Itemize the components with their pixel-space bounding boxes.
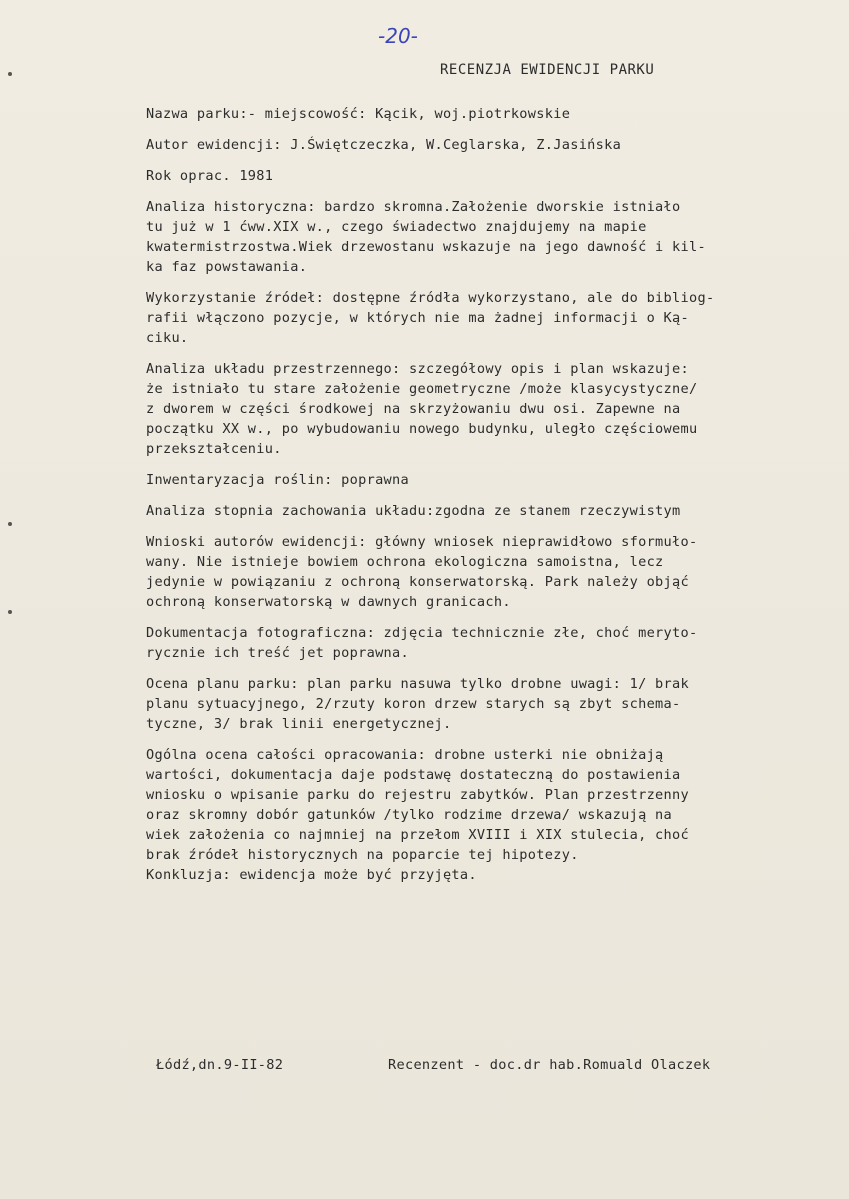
text-line: Analiza układu przestrzennego: szczegółowy opis i plan wskazuje: — [146, 361, 689, 377]
review-paragraph — [146, 623, 836, 663]
review-paragraph — [146, 470, 836, 490]
text-line: tu już w 1 ćww.XIX w., czego świadectwo znajdujemy na mapie — [146, 219, 647, 235]
text-line: Ogólna ocena całości opracowania: drobne usterki nie obniżają — [146, 747, 664, 763]
binder-hole-mark — [8, 610, 12, 614]
text-line: Inwentaryzacja roślin: poprawna — [146, 472, 410, 488]
text-line: wiek założenia co najmniej na przełom XVIII i XIX stulecia, choć — [146, 827, 689, 843]
review-paragraph — [146, 135, 836, 155]
text-line: jedynie w powiązaniu z ochroną konserwatorską. Park należy objąć — [146, 574, 689, 590]
text-line: Autor ewidencji: J.Świętczeczka, W.Ceglarska, Z.Jasińska — [146, 137, 622, 153]
text-line: Rok oprac. 1981 — [146, 168, 274, 184]
text-line: oraz skromny dobór gatunków /tylko rodzime drzewa/ wskazują na — [146, 807, 673, 823]
text-line: Wnioski autorów ewidencji: główny wniosek nieprawidłowo sformuło- — [146, 534, 698, 550]
review-paragraph — [146, 674, 836, 734]
text-line: ochroną konserwatorską w dawnych granicach. — [146, 594, 511, 610]
text-line: że istniało tu stare założenie geometryczne /może klasycystyczne/ — [146, 381, 698, 397]
review-paragraph — [146, 865, 836, 885]
text-line: tyczne, 3/ brak linii energetycznej. — [146, 716, 452, 732]
review-paragraph — [146, 501, 836, 521]
review-paragraph — [146, 532, 836, 612]
text-line: Wykorzystanie źródeł: dostępne źródła wykorzystano, ale do bibliog- — [146, 290, 715, 306]
text-line: Nazwa parku:- miejscowość: Kącik, woj.piotrkowskie — [146, 106, 571, 122]
text-line: Dokumentacja fotograficzna: zdjęcia technicznie złe, choć meryto- — [146, 625, 698, 641]
place-date: Łódź,dn.9-II-82 — [156, 1057, 284, 1073]
page-number: -20- — [378, 24, 418, 48]
text-line: Analiza stopnia zachowania układu:zgodna ze stanem rzeczywistym — [146, 503, 681, 519]
review-paragraph — [146, 745, 836, 865]
text-line: Konkluzja: ewidencja może być przyjęta. — [146, 867, 477, 883]
text-line: Analiza historyczna: bardzo skromna.Założenie dworskie istniało — [146, 199, 681, 215]
signature-line — [156, 1057, 710, 1073]
text-line: z dworem w części środkowej na skrzyżowaniu dwu osi. Zapewne na — [146, 401, 681, 417]
review-body — [146, 104, 836, 896]
text-line: ka faz powstawania. — [146, 259, 308, 275]
text-line: przekształceniu. — [146, 441, 282, 457]
text-line: planu sytuacyjnego, 2/rzuty koron drzew starych są zbyt schema- — [146, 696, 681, 712]
text-line: początku XX w., po wybudowaniu nowego budynku, uległo częściowemu — [146, 421, 698, 437]
text-line: Ocena planu parku: plan parku nasuwa tylko drobne uwagi: 1/ brak — [146, 676, 689, 692]
text-line: kwatermistrzostwa.Wiek drzewostanu wskazuje na jego dawność i kil- — [146, 239, 706, 255]
review-paragraph — [146, 288, 836, 348]
review-paragraph — [146, 359, 836, 459]
review-paragraph — [146, 197, 836, 277]
text-line: rycznie ich treść jet poprawna. — [146, 645, 410, 661]
text-line: ciku. — [146, 330, 189, 346]
document-title: RECENZJA EWIDENCJI PARKU — [440, 62, 655, 78]
text-line: rafii włączono pozycje, w których nie ma żadnej informacji o Ką- — [146, 310, 689, 326]
binder-hole-mark — [8, 522, 12, 526]
text-line: wniosku o wpisanie parku do rejestru zabytków. Plan przestrzenny — [146, 787, 689, 803]
review-paragraph — [146, 166, 836, 186]
text-line: wartości, dokumentacja daje podstawę dostateczną do postawienia — [146, 767, 681, 783]
reviewer-name: Recenzent - doc.dr hab.Romuald Olaczek — [388, 1057, 711, 1073]
text-line: brak źródeł historycznych na poparcie tej hipotezy. — [146, 847, 579, 863]
binder-hole-mark — [8, 72, 12, 76]
text-line: wany. Nie istnieje bowiem ochrona ekologiczna samoistna, lecz — [146, 554, 664, 570]
review-paragraph — [146, 104, 836, 124]
